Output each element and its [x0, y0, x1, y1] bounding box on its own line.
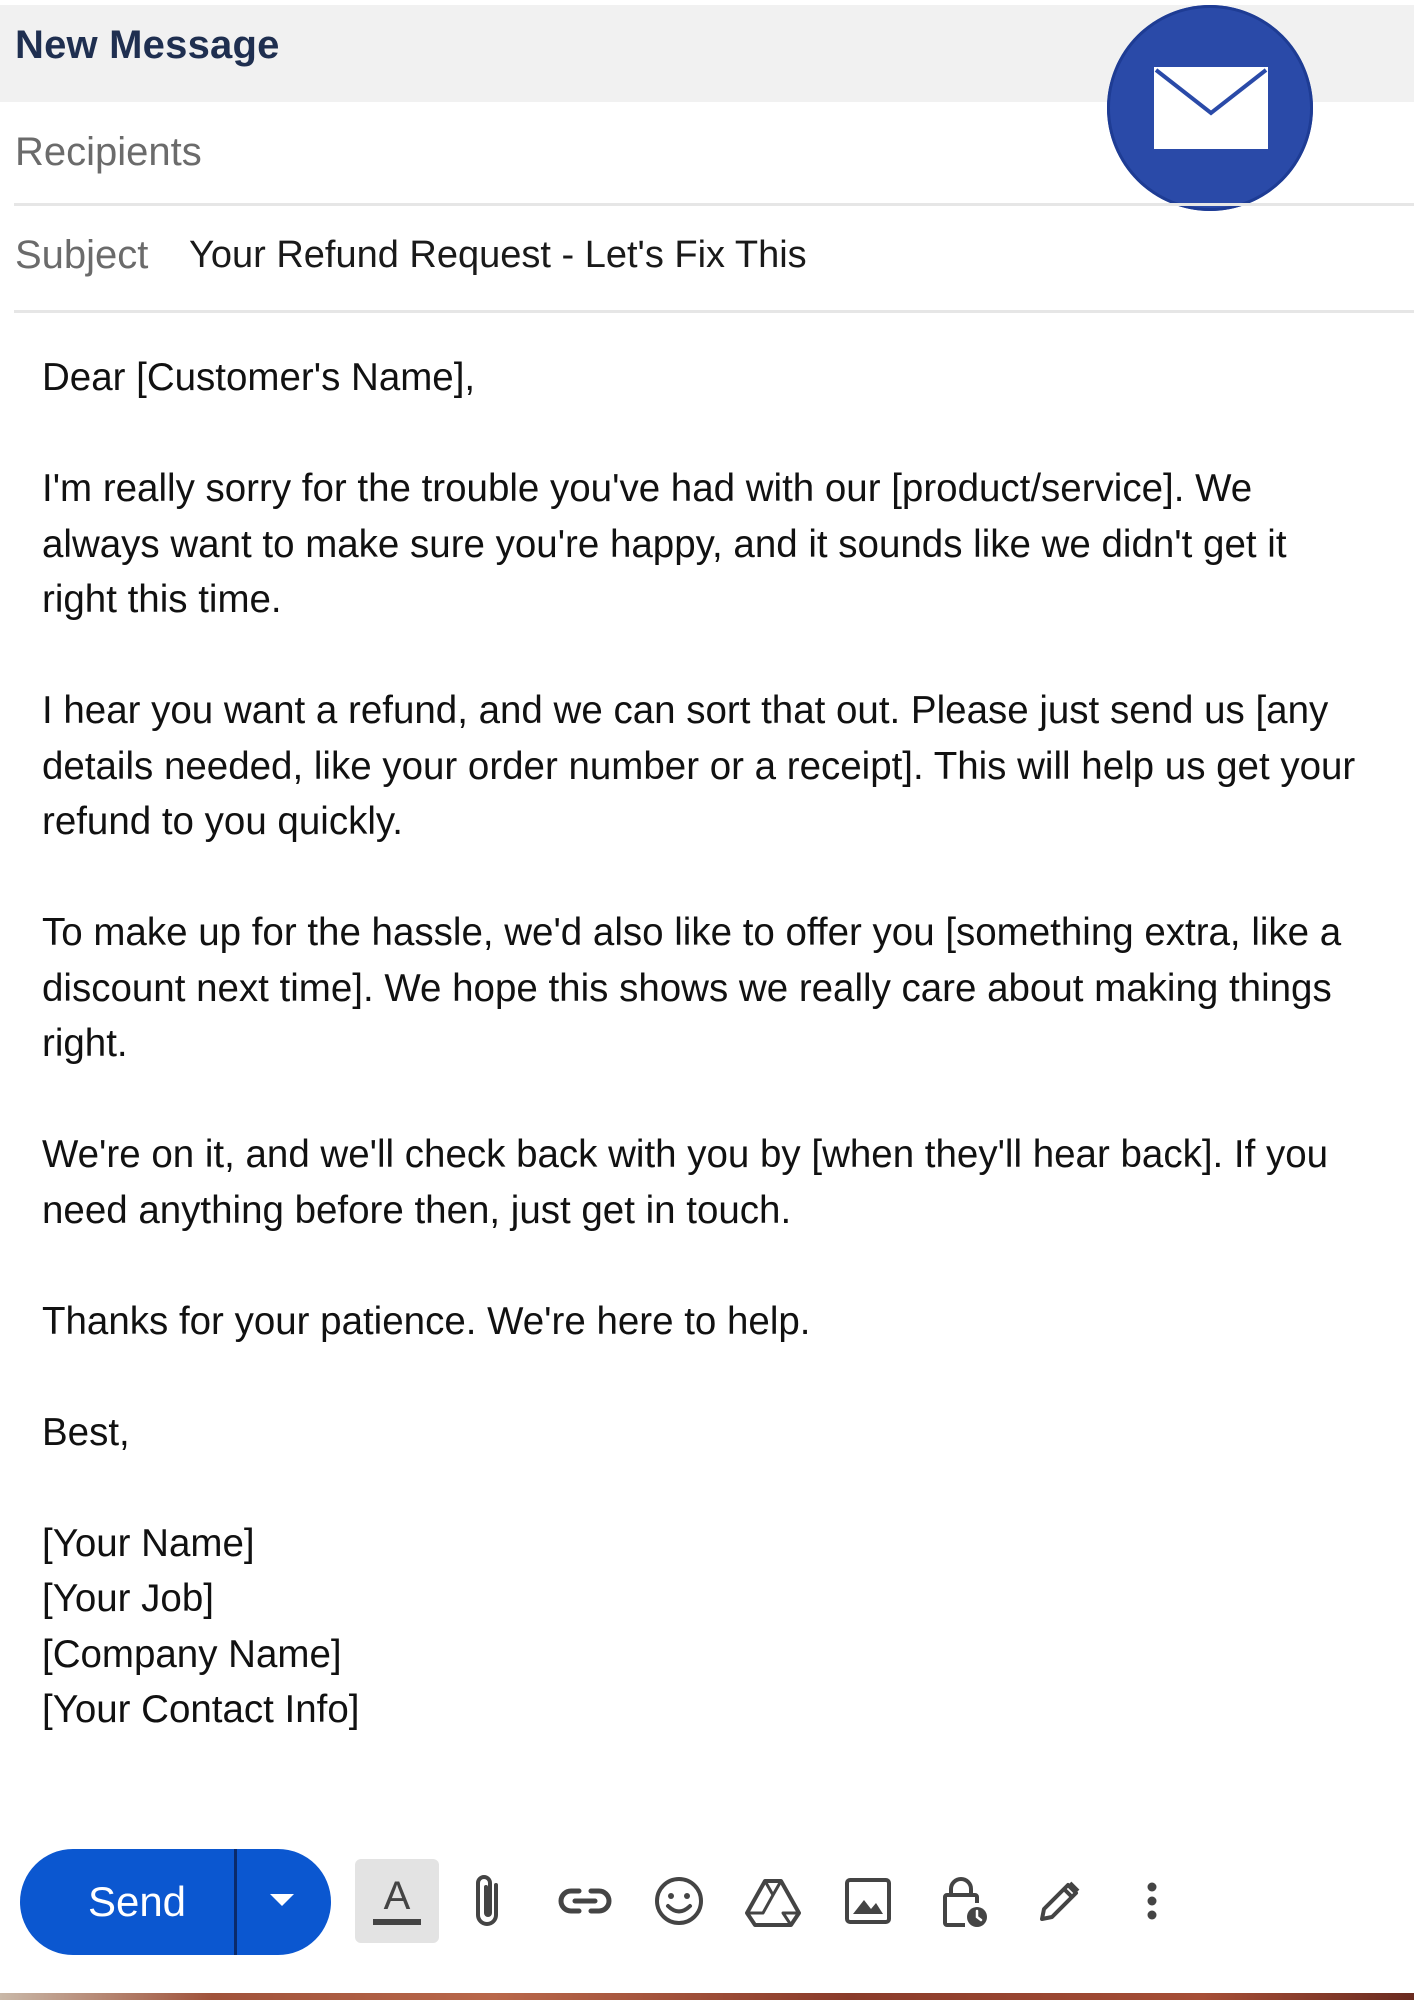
subject-field[interactable] [14, 209, 1414, 313]
window-title: New Message [15, 23, 280, 67]
signature-button[interactable] [1016, 1859, 1100, 1943]
image-icon [838, 1871, 898, 1931]
attach-button[interactable] [446, 1859, 530, 1943]
link-icon [555, 1871, 615, 1931]
body-paragraph: Thanks for your patience. We're here to help. [42, 1299, 811, 1343]
more-options-icon [1122, 1871, 1182, 1931]
message-body[interactable] [42, 350, 1372, 1793]
dropdown-arrow-icon [267, 1891, 297, 1909]
svg-text:A: A [383, 1874, 411, 1918]
drive-button[interactable] [731, 1859, 815, 1943]
signature-contact: [Your Contact Info] [42, 1688, 360, 1731]
closing: Best, [42, 1410, 130, 1454]
body-paragraph: We're on it, and we'll check back with you by [when they'll hear back]. If you need anything before then, just get in touch. [42, 1133, 1329, 1232]
body-paragraph: I'm really sorry for the trouble you've had with our [product/service]. We always want to make sure you're happy, and it sounds like we didn't get it right this time. [42, 467, 1287, 621]
drive-icon [743, 1871, 803, 1931]
recipients-label: Recipients [15, 130, 202, 174]
body-paragraph: To make up for the hassle, we'd also like to offer you [something extra, like a discount next time]. We hope this shows we really care about making things right. [42, 911, 1342, 1065]
bottom-edge-strip [0, 1993, 1414, 2000]
send-button[interactable]: Send [87, 1878, 187, 1925]
subject-label: Subject [15, 233, 149, 277]
subject-input[interactable]: Your Refund Request - Let's Fix This [189, 234, 807, 276]
format-text-button[interactable] [355, 1859, 439, 1943]
signature-name: [Your Name] [42, 1521, 255, 1565]
emoji-button[interactable] [637, 1859, 721, 1943]
confidential-lock-icon [933, 1871, 993, 1931]
send-button-group [20, 1849, 331, 1955]
body-paragraph: I hear you want a refund, and we can sort that out. Please just send us [any details needed, like your order number or a receipt]. This will help us get your refund to you quickly. [42, 689, 1356, 843]
attach-icon [466, 1871, 510, 1931]
format-text-icon [367, 1871, 427, 1931]
send-options-button[interactable] [237, 1849, 331, 1955]
insert-link-button[interactable] [543, 1859, 627, 1943]
emoji-icon [649, 1871, 709, 1931]
insert-photo-button[interactable] [826, 1859, 910, 1943]
more-options-button[interactable] [1110, 1859, 1194, 1943]
signature-block [42, 1516, 1372, 1738]
signature-job: [Your Job] [42, 1577, 214, 1620]
signature-company: [Company Name] [42, 1632, 342, 1676]
greeting: Dear [Customer's Name], [42, 356, 476, 399]
compose-toolbar [0, 1845, 1414, 1955]
signature-pen-icon [1028, 1871, 1088, 1931]
confidential-mode-button[interactable] [921, 1859, 1005, 1943]
recipients-field[interactable] [14, 102, 1414, 206]
